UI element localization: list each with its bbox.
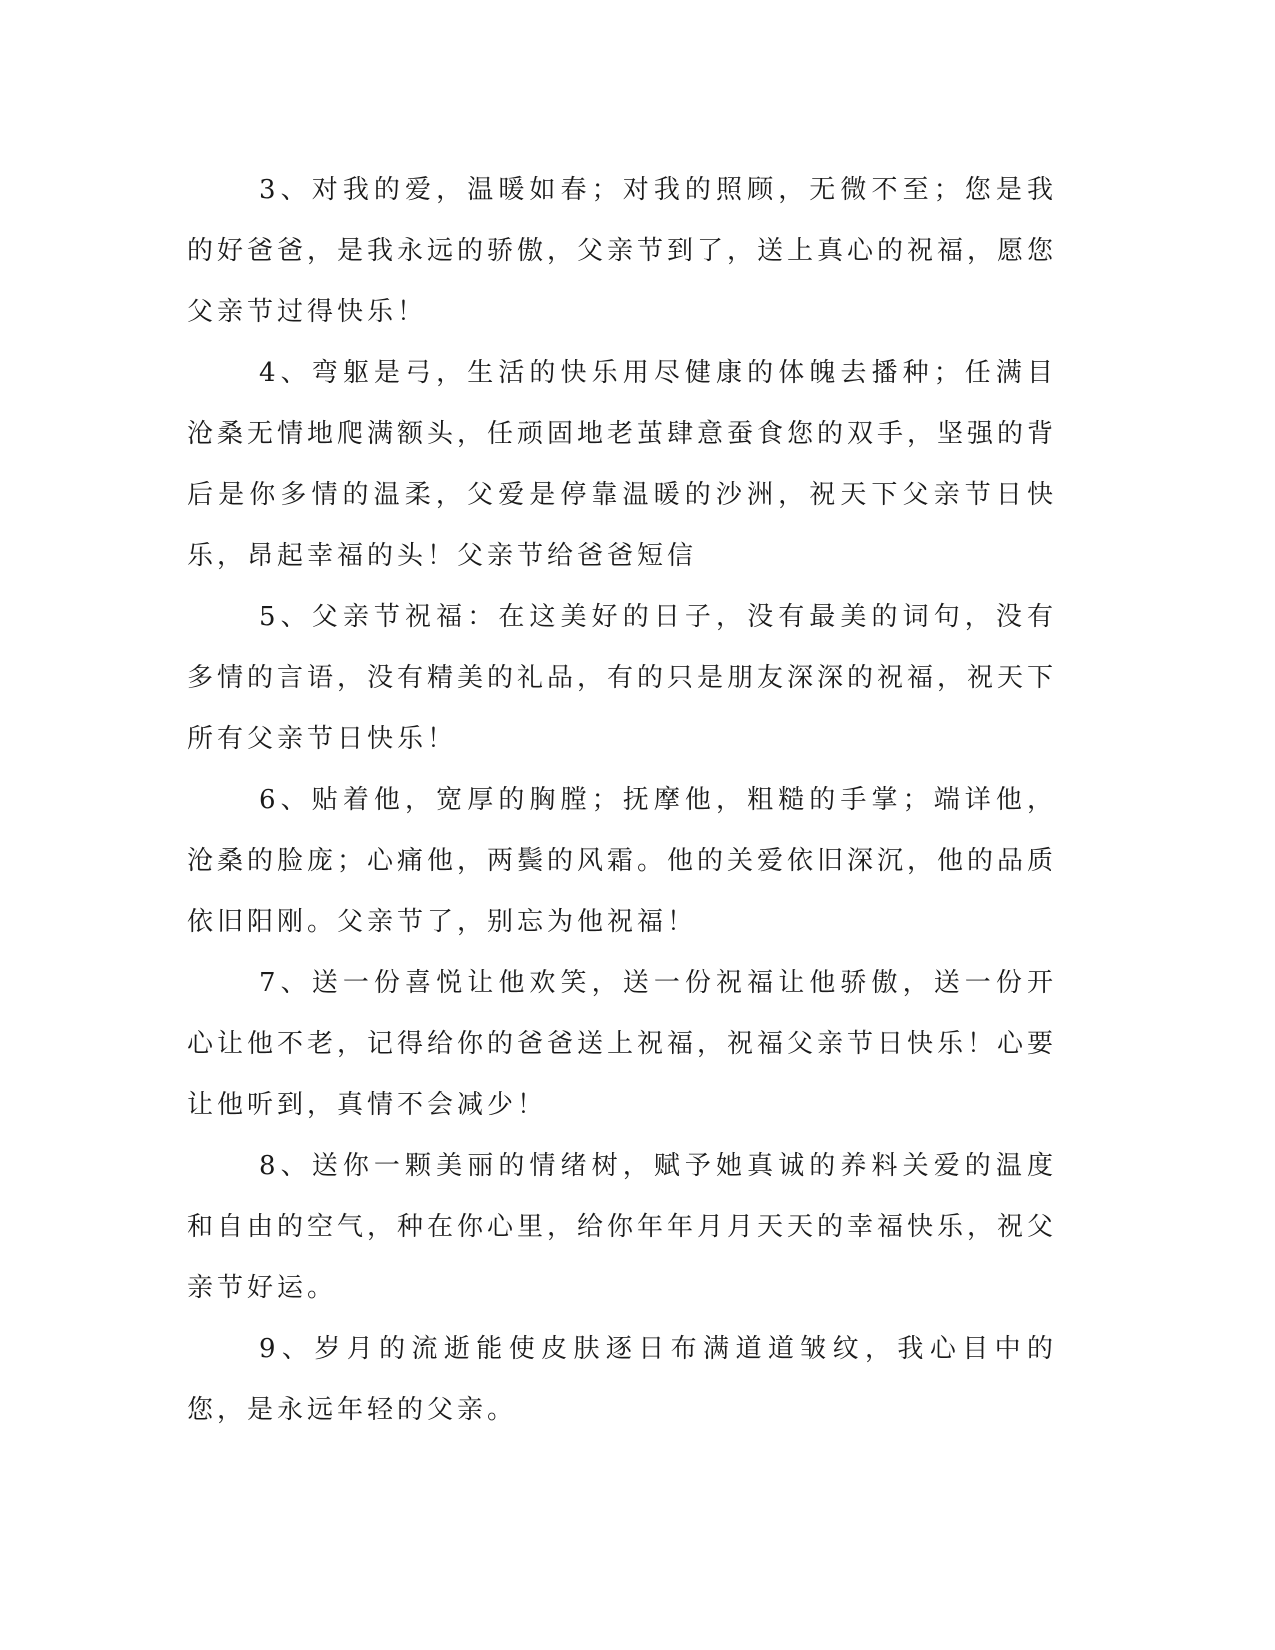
document-body [187,160,1057,1441]
paragraph-9: 9、岁月的流逝能使皮肤逐日布满道道皱纹，我心目中的您，是永远年轻的父亲。 [187,1334,1057,1425]
paragraph-3: 3、对我的爱，温暖如春；对我的照顾，无微不至；您是我的好爸爸，是我永远的骄傲，父亲节到了，送上真心的祝福，愿您父亲节过得快乐！ [187,175,1058,327]
paragraph-5: 5、父亲节祝福：在这美好的日子，没有最美的词句，没有多情的言语，没有精美的礼品，有的只是朋友深深的祝福，祝天下所有父亲节日快乐！ [187,602,1058,754]
paragraph-6: 6、贴着他，宽厚的胸膛；抚摩他，粗糙的手掌；端详他，沧桑的脸庞；心痛他，两鬓的风霜。他的关爱依旧深沉，他的品质依旧阳刚。父亲节了，别忘为他祝福！ [187,785,1058,937]
paragraph-8: 8、送你一颗美丽的情绪树，赋予她真诚的养料关爱的温度和自由的空气，种在你心里，给你年年月月天天的幸福快乐，祝父亲节好运。 [187,1151,1058,1303]
paragraph-4: 4、弯躯是弓，生活的快乐用尽健康的体魄去播种；任满目沧桑无情地爬满额头，任顽固地老茧肆意蚕食您的双手，坚强的背后是你多情的温柔，父爱是停靠温暖的沙洲，祝天下父亲节日快乐，昂起幸福的头！父亲节给爸爸短信 [187,358,1058,571]
paragraph-7: 7、送一份喜悦让他欢笑，送一份祝福让他骄傲，送一份开心让他不老，记得给你的爸爸送上祝福，祝福父亲节日快乐！心要让他听到，真情不会减少！ [187,968,1058,1120]
